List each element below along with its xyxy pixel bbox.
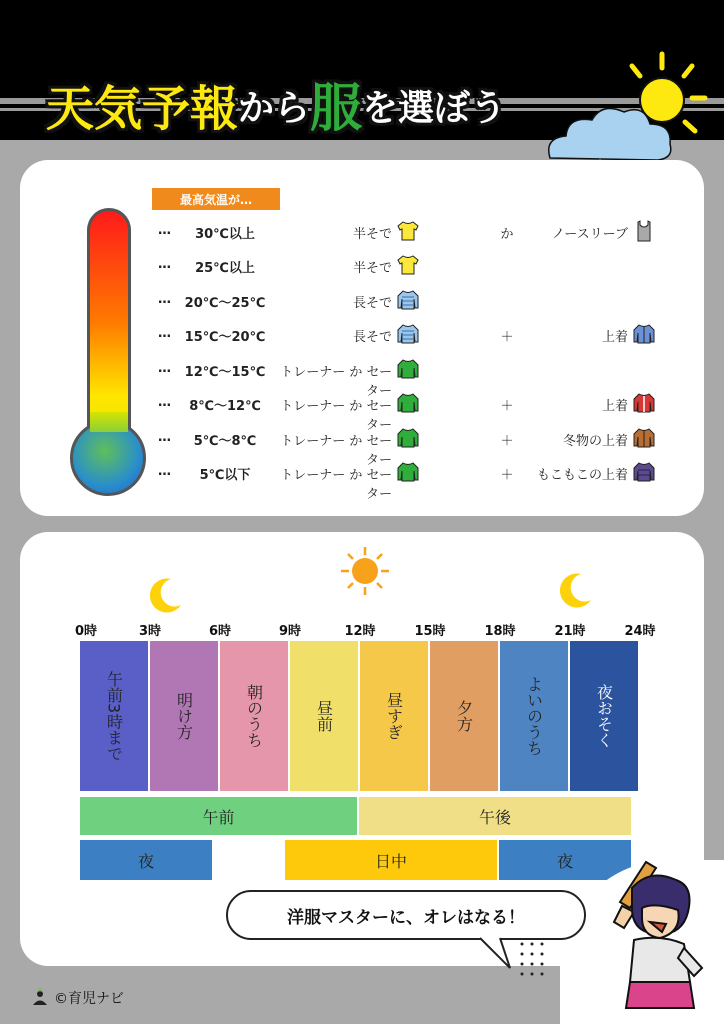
character-illustration xyxy=(590,858,710,1018)
purple-puffer-icon xyxy=(632,460,656,484)
footer xyxy=(30,988,124,1008)
hour-label: 18時 xyxy=(484,624,516,639)
temperature-range: 5℃〜8℃ xyxy=(193,434,257,449)
temperature-range: 5℃以下 xyxy=(199,468,251,483)
ikuji-navi-logo-icon xyxy=(30,988,50,1008)
temperature-row xyxy=(0,253,724,283)
page-title xyxy=(46,70,506,140)
blue-striped-longsleeve-icon xyxy=(396,288,420,312)
hour-label: 3時 xyxy=(138,624,162,639)
conjunction: ＋ xyxy=(500,330,514,345)
green-sweater-icon xyxy=(396,460,420,484)
blue-jacket-icon xyxy=(632,322,656,346)
conjunction: ＋ xyxy=(500,434,514,449)
night-bar: 夜 xyxy=(80,840,212,880)
row-dots: … xyxy=(158,395,172,410)
moon-icon xyxy=(555,570,595,610)
clothing-label: トレーナー か セーター xyxy=(280,399,392,433)
time-segment: 昼前 xyxy=(290,641,358,791)
clothing-label: トレーナー か セーター xyxy=(280,434,392,468)
time-segment: 午前3時まで xyxy=(80,641,148,791)
clothing-label: 半そで xyxy=(352,227,392,242)
extra-clothing-label: 上着 xyxy=(601,330,628,345)
temperature-row xyxy=(0,288,724,318)
copyright-text: ©育児ナビ xyxy=(54,991,124,1007)
speech-bubble-tail xyxy=(470,936,530,976)
hour-label: 9時 xyxy=(278,624,302,639)
row-dots: … xyxy=(158,326,172,341)
row-dots: … xyxy=(158,223,172,238)
green-sweater-icon xyxy=(396,426,420,450)
time-segment: よいのうち xyxy=(500,641,568,791)
clothing-label: トレーナー か セーター xyxy=(280,468,392,502)
row-dots: … xyxy=(158,464,172,479)
temperature-range: 25℃以上 xyxy=(195,261,255,276)
hour-label: 15時 xyxy=(414,624,446,639)
hour-label: 24時 xyxy=(624,624,656,639)
speech-bubble: 洋服マスターに、オレはなる！ xyxy=(226,890,586,940)
am-bar: 午前 xyxy=(80,797,357,835)
row-dots: … xyxy=(158,430,172,445)
daytime-bar: 日中 xyxy=(285,840,497,880)
clothing-label: 長そで xyxy=(352,296,392,311)
moon-icon xyxy=(145,575,185,615)
temperature-range: 30℃以上 xyxy=(195,227,255,242)
conjunction: ＋ xyxy=(500,399,514,414)
green-sweater-icon xyxy=(396,357,420,381)
time-segment: 朝のうち xyxy=(220,641,288,791)
temperature-row xyxy=(0,357,724,399)
pm-bar: 午後 xyxy=(359,797,631,835)
temperature-row xyxy=(0,391,724,433)
clothing-label: 半そで xyxy=(352,261,392,276)
night-bar: 夜 xyxy=(499,840,631,880)
time-segment: 夕方 xyxy=(430,641,498,791)
red-jacket-icon xyxy=(632,391,656,415)
brown-coat-icon xyxy=(632,426,656,450)
clothing-label: 長そで xyxy=(352,330,392,345)
hour-label: 0時 xyxy=(74,624,98,639)
temperature-range: 20℃〜25℃ xyxy=(184,296,266,311)
hour-label: 6時 xyxy=(208,624,232,639)
conjunction: か xyxy=(500,227,514,242)
row-dots: … xyxy=(158,292,172,307)
clothing-label: トレーナー か セーター xyxy=(280,365,392,399)
blue-striped-longsleeve-icon xyxy=(396,322,420,346)
sun-icon xyxy=(340,546,390,596)
temperature-range: 12℃〜15℃ xyxy=(184,365,266,380)
title-part: から xyxy=(238,88,311,129)
temperature-row xyxy=(0,460,724,502)
extra-clothing-label: 冬物の上着 xyxy=(562,434,628,449)
extra-clothing-label: もこもこの上着 xyxy=(536,468,628,483)
row-dots: … xyxy=(158,361,172,376)
extra-clothing-label: 上着 xyxy=(601,399,628,414)
hour-label: 12時 xyxy=(344,624,376,639)
time-segment: 明け方 xyxy=(150,641,218,791)
max-temp-badge: 最高気温が… xyxy=(152,188,280,210)
extra-clothing-label: ノースリーブ xyxy=(551,227,628,242)
temperature-row xyxy=(0,426,724,468)
temperature-range: 15℃〜20℃ xyxy=(184,330,266,345)
yellow-tshirt-icon xyxy=(396,253,420,277)
time-segment: 昼すぎ xyxy=(360,641,428,791)
conjunction: ＋ xyxy=(500,468,514,483)
temperature-row xyxy=(0,219,724,249)
title-part: 天気予報 xyxy=(46,81,239,137)
title-part: 服 xyxy=(310,79,363,139)
temperature-row xyxy=(0,322,724,352)
time-segment: 夜おそく xyxy=(570,641,638,791)
title-part: を選ぼう xyxy=(362,88,507,129)
temperature-range: 8℃〜12℃ xyxy=(189,399,261,414)
yellow-tshirt-icon xyxy=(396,219,420,243)
green-sweater-icon xyxy=(396,391,420,415)
row-dots: … xyxy=(158,257,172,272)
hour-label: 21時 xyxy=(554,624,586,639)
gray-tank-top-icon xyxy=(632,219,656,243)
